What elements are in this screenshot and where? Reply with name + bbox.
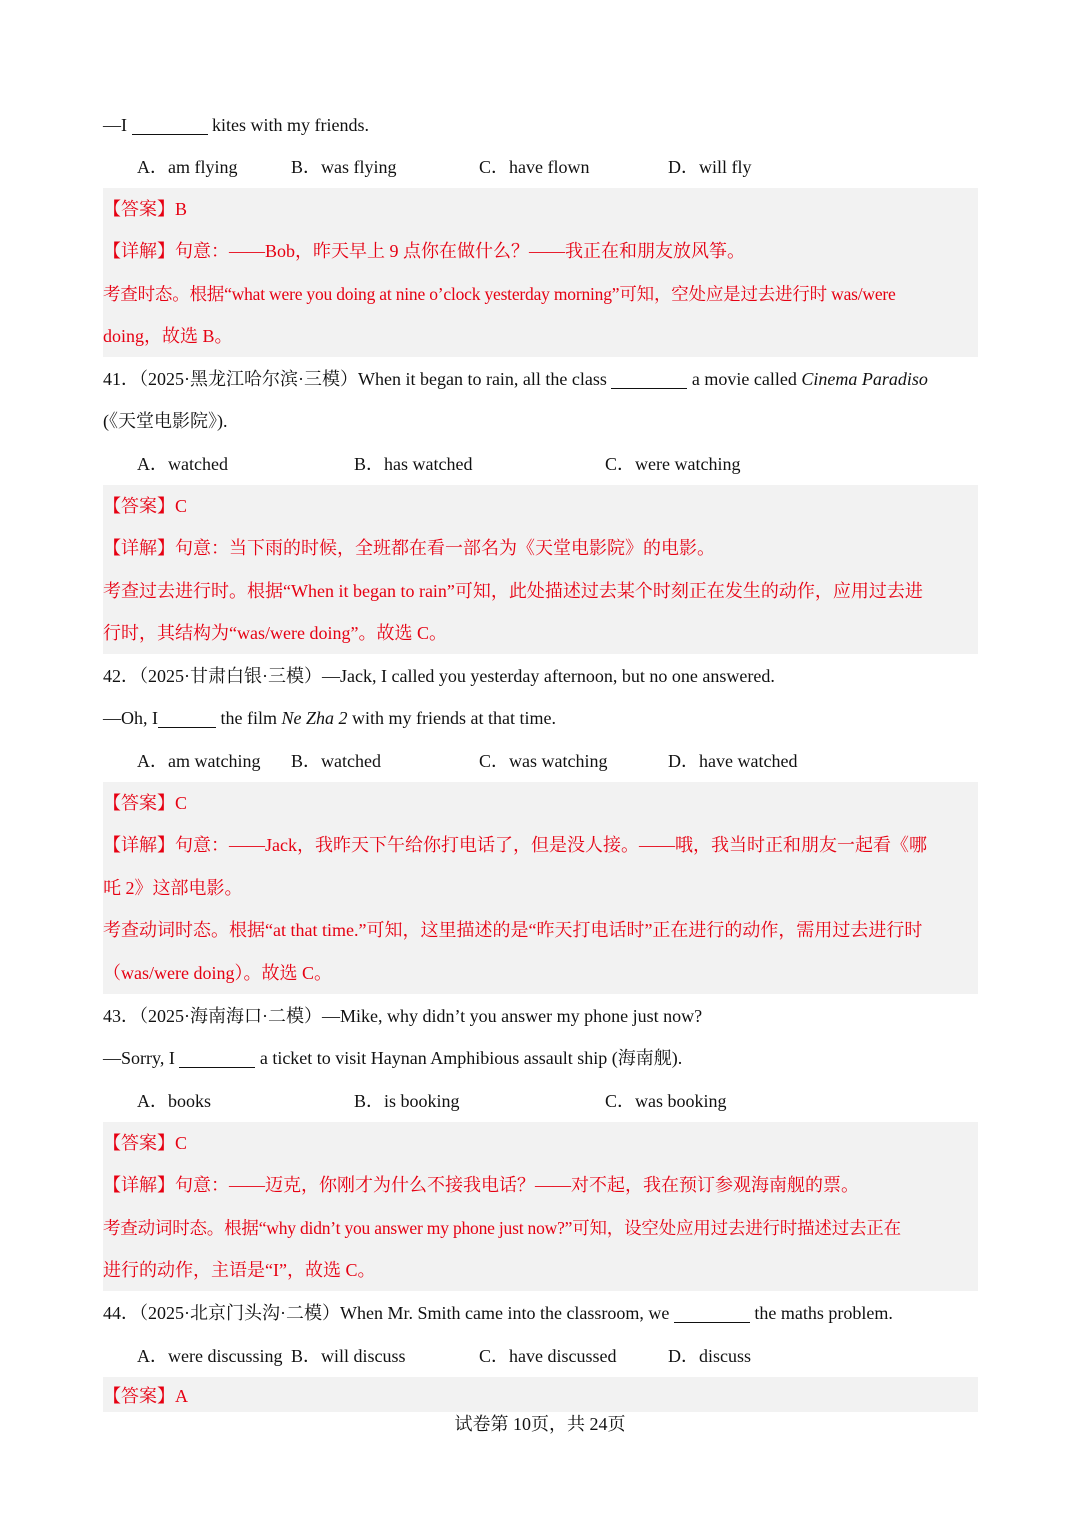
q42-stem-line-1: 42．（2025·甘肃白银·三模）—Jack, I called you yesterday afternoon, but no one answered. bbox=[103, 666, 775, 686]
q41-answer: 【答案】C bbox=[103, 496, 188, 516]
q44-options bbox=[103, 1335, 983, 1377]
answer-blank bbox=[132, 112, 208, 135]
option-d[interactable]: D．discuss bbox=[668, 1346, 752, 1366]
q41-detail-2: 考查过去进行时。根据“When it began to rain”可知，此处描述过去某个时刻正在发生的动作，应用过去进 bbox=[103, 581, 923, 601]
answer-blank bbox=[611, 366, 687, 389]
option-a[interactable]: A．were discussing bbox=[137, 1346, 283, 1366]
q42-detail-3: 考查动词时态。根据“at that time.”可知，这里描述的是“昨天打电话时”正在进行的动作，需用过去进行时 bbox=[103, 920, 923, 940]
answer-blank bbox=[179, 1045, 255, 1068]
option-a[interactable]: A．watched bbox=[137, 454, 228, 474]
q43-options bbox=[103, 1080, 983, 1122]
option-c[interactable]: C．was booking bbox=[605, 1091, 727, 1111]
q40-detail-2: 考查时态。根据“what were you doing at nine o’clock yesterday morning”可知，空处应是过去进行时 was/were bbox=[103, 284, 896, 304]
option-c[interactable]: C．were watching bbox=[605, 454, 741, 474]
option-d[interactable]: D．will fly bbox=[668, 157, 752, 177]
option-b[interactable]: B．will discuss bbox=[291, 1346, 406, 1366]
q44-answer: 【答案】A bbox=[103, 1386, 188, 1406]
option-a[interactable]: A．books bbox=[137, 1091, 212, 1111]
q40-detail-3: doing，故选 B。 bbox=[103, 326, 233, 346]
option-a[interactable]: A．am watching bbox=[137, 751, 261, 771]
q40-stem-line: —I kites with my friends. bbox=[103, 104, 983, 146]
q43-detail-2: 考查动词时态。根据“why didn’t you answer my phone just now?”可知，设空处应用过去进行时描述过去正在 bbox=[103, 1218, 901, 1238]
q43-answer: 【答案】C bbox=[103, 1133, 188, 1153]
q40-options bbox=[103, 146, 983, 188]
q43-detail-1: 【详解】句意：——迈克，你刚才为什么不接我电话？——对不起，我在预订参观海南舰的票。 bbox=[103, 1175, 859, 1195]
q40-answer: 【答案】B bbox=[103, 199, 188, 219]
option-c[interactable]: C．have discussed bbox=[479, 1346, 617, 1366]
q42-stem-line-2: —Oh, I the film Ne Zha 2 with my friends at that time. bbox=[103, 697, 983, 739]
q41-detail-1: 【详解】句意：当下雨的时候，全班都在看一部名为《天堂电影院》的电影。 bbox=[103, 538, 715, 558]
q44-stem-line-1: 44．（2025·北京门头沟·二模）When Mr. Smith came into the classroom, we the maths problem. bbox=[103, 1292, 983, 1334]
answer-blank bbox=[158, 705, 216, 728]
option-b[interactable]: B．is booking bbox=[354, 1091, 460, 1111]
q42-answer: 【答案】C bbox=[103, 793, 188, 813]
q41-detail-3: 行时，其结构为“was/were doing”。故选 C。 bbox=[103, 623, 447, 643]
q42-options bbox=[103, 740, 983, 782]
q40-detail-1: 【详解】句意：——Bob，昨天早上 9 点你在做什么？——我正在和朋友放风筝。 bbox=[103, 241, 746, 261]
q41-options bbox=[103, 443, 983, 485]
q43-stem-line-1: 43．（2025·海南海口·二模）—Mike, why didn’t you answer my phone just now? bbox=[103, 1006, 703, 1026]
q42-detail-1: 【详解】句意：——Jack，我昨天下午给你打电话了，但是没人接。——哦，我当时正和朋友一起看《哪 bbox=[103, 835, 927, 855]
option-b[interactable]: B．watched bbox=[291, 751, 381, 771]
option-c[interactable]: C．was watching bbox=[479, 751, 608, 771]
option-b[interactable]: B．was flying bbox=[291, 157, 397, 177]
q41-stem-line-2: (《天堂电影院》). bbox=[103, 411, 228, 431]
q43-detail-3: 进行的动作，主语是“I”，故选 C。 bbox=[103, 1260, 376, 1280]
page-footer: 试卷第 10页，共 24页 bbox=[454, 1414, 626, 1434]
q41-stem-line-1: 41．（2025·黑龙江哈尔滨·三模）When it began to rain, all the class a movie called Cinema Paradiso bbox=[103, 358, 983, 400]
option-c[interactable]: C．have flown bbox=[479, 157, 590, 177]
option-b[interactable]: B．has watched bbox=[354, 454, 473, 474]
option-a[interactable]: A．am flying bbox=[137, 157, 238, 177]
q42-detail-4: （was/were doing）。故选 C。 bbox=[103, 963, 332, 983]
q43-stem-line-2: —Sorry, I a ticket to visit Haynan Amphibious assault ship (海南舰). bbox=[103, 1037, 983, 1079]
q42-detail-2: 吒 2》这部电影。 bbox=[103, 878, 243, 898]
answer-blank bbox=[674, 1300, 750, 1323]
option-d[interactable]: D．have watched bbox=[668, 751, 798, 771]
